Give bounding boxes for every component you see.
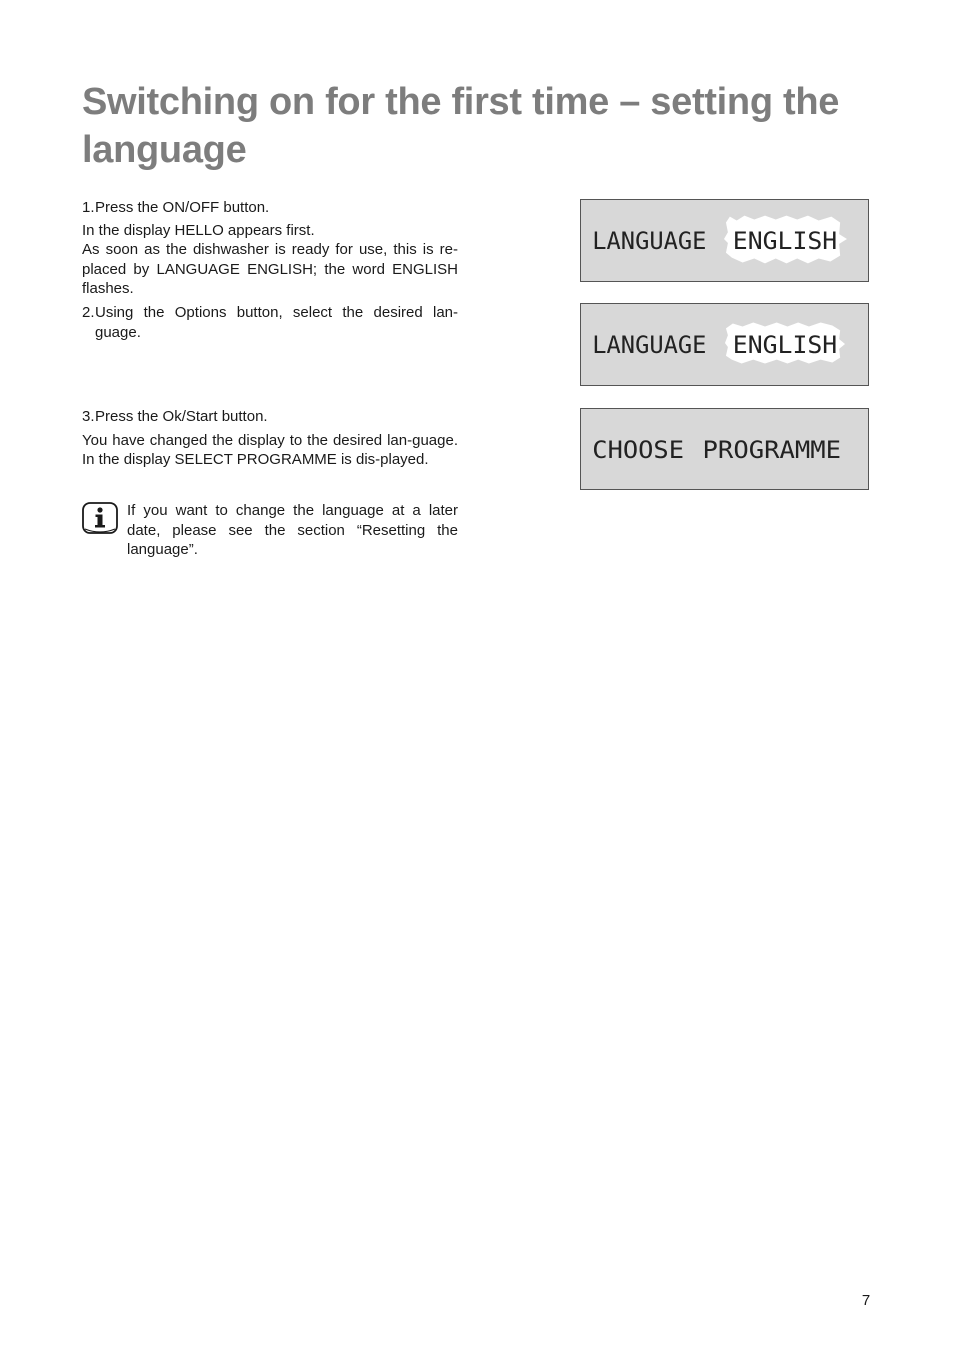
step-2 (82, 303, 458, 342)
step-3 (82, 407, 458, 427)
step-text: Press the ON/OFF button. (95, 199, 270, 216)
lcd-screen (581, 409, 868, 489)
page-title: Switching on for the first time – setting the language (82, 81, 840, 171)
lcd-screen (581, 200, 868, 281)
display-word-1: CHOOSE (592, 434, 685, 464)
step-2-block (82, 303, 458, 342)
display-word-1: LANGUAGE (592, 329, 707, 359)
page-number: 7 (861, 1292, 871, 1309)
display-language-english-2 (580, 303, 869, 386)
step-1-paragraph-2: As soon as the dishwasher is ready for use, this is re-placed by LANGUAGE ENGLISH; the word ENGLISH flashes. (82, 241, 458, 297)
display-language-english-1 (580, 199, 869, 282)
display-word-2: PROGRAMME (702, 434, 842, 464)
step-1 (82, 198, 458, 218)
info-text: If you want to change the language at a later date, please see the section “Resetting the language”. (127, 502, 458, 558)
display-word-2: ENGLISH (732, 225, 838, 255)
info-icon (82, 502, 118, 534)
display-choose-programme (580, 408, 869, 490)
step-1-paragraph-1: In the display HELLO appears first. (82, 221, 315, 239)
step-3-paragraph-1: You have changed the display to the desired lan-guage. In the display SELECT PROGRAMME is dis-played. (82, 431, 458, 468)
step-text: Press the Ok/Start button. (95, 408, 268, 425)
step-3-block (82, 407, 458, 470)
step-number: 3. (82, 408, 95, 425)
info-note (82, 501, 458, 560)
display-word-2: ENGLISH (732, 329, 838, 359)
display-word-1: LANGUAGE (592, 225, 707, 255)
step-number: 2. (82, 304, 95, 321)
step-text: Using the Options button, select the desired lan-guage. (95, 304, 458, 341)
step-1-block (82, 198, 458, 299)
lcd-screen (581, 304, 868, 385)
step-number: 1. (82, 199, 95, 216)
